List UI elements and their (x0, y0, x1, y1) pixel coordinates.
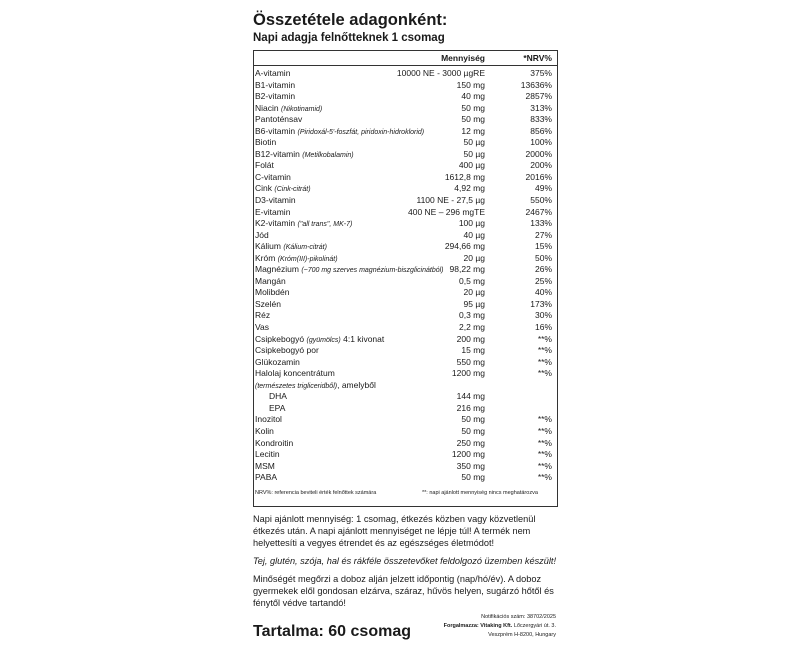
nutrient-nrv: 200% (530, 160, 552, 171)
nutrient-nrv: **% (537, 368, 552, 379)
notification-number: Notifikációs szám: 38702/2025 (481, 613, 556, 620)
page-title: Összetétele adagonként: (253, 11, 448, 29)
nutrient-amount: 50 mg (461, 472, 485, 483)
table-row (253, 299, 558, 311)
table-row (253, 241, 558, 253)
table-row (253, 380, 558, 392)
nutrition-table (253, 50, 558, 507)
nutrient-name: A-vitamin (255, 68, 291, 78)
nutrient-note: (Metilkobalamin) (302, 151, 354, 159)
footnote-nrv: NRV%: referencia beviteli érték felnőttek számára (255, 489, 377, 496)
nutrient-nrv: 16% (534, 322, 552, 333)
nutrient-amount: 350 mg (456, 460, 485, 471)
table-row (253, 137, 558, 149)
nutrient-name: Jód (255, 229, 269, 240)
nutrient-name: D3-vitamin (255, 195, 296, 206)
nutrient-nrv: 40% (534, 287, 552, 298)
nutrient-name: Kálium (Kálium-citrát) (255, 241, 327, 252)
nutrient-nrv: 2467% (525, 206, 552, 217)
nutrient-amount: 95 µg (463, 298, 485, 309)
nutrient-amount: 216 mg (456, 402, 485, 413)
nutrient-name: Kolin (255, 425, 274, 436)
nutrient-nrv: **% (537, 449, 552, 460)
table-row (253, 149, 558, 161)
footnote-undefined: **: napi ajánlott mennyiség nincs meghatározva (422, 489, 538, 496)
nutrient-nrv: 25% (534, 275, 552, 286)
nutrient-nrv: **% (537, 414, 552, 425)
nutrient-nrv: 550% (530, 195, 552, 206)
nutrient-amount: 250 mg (456, 437, 485, 448)
nutrient-name: Króm (Króm(III)-pikolinát) (255, 252, 338, 263)
table-row (253, 357, 558, 369)
nutrient-amount: 294,66 mg (444, 241, 485, 252)
distributor-city: Veszprém H-8200, Hungary (488, 631, 556, 638)
table-row (253, 264, 558, 276)
table-row (253, 183, 558, 195)
header-amount: Mennyiség (441, 53, 485, 63)
nutrient-amount: 200 mg (456, 333, 485, 344)
nutrient-name: Mangán (255, 275, 286, 286)
nutrient-nrv: 100% (530, 137, 552, 148)
nutrient-nrv: 49% (534, 183, 552, 194)
nutrient-amount: 12 mg (461, 125, 485, 136)
nutrient-amount: 550 mg (456, 356, 485, 367)
nutrient-amount: 400 µg (458, 160, 485, 171)
nutrient-note: (gyümölcs) (306, 336, 341, 344)
table-row (253, 172, 558, 184)
nutrient-name: Cink (Cink-citrát) (255, 183, 311, 194)
table-row (253, 218, 558, 230)
nutrient-nrv: **% (537, 472, 552, 483)
table-row (253, 472, 558, 484)
nutrient-nrv: 375% (530, 68, 552, 78)
table-row (253, 322, 558, 334)
nutrient-note: (~700 mg szerves magnézium-biszglicinátból) (301, 267, 444, 275)
nutrient-name: Biotin (255, 137, 277, 148)
table-row (253, 345, 558, 357)
nutrient-nrv: **% (537, 425, 552, 436)
nutrient-name: Pantoténsav (255, 114, 303, 125)
nutrient-amount: 20 µg (463, 287, 485, 298)
nutrient-name: DHA (269, 391, 287, 402)
nutrient-nrv: 2857% (525, 91, 552, 102)
nutrient-name: Csipkebogyó por (255, 345, 319, 356)
nutrient-name: B6-vitamin (Piridoxál-5'-foszfát, piridoxin-hidroklorid) (255, 125, 425, 136)
table-row (253, 91, 558, 103)
nutrient-nrv: 173% (530, 298, 552, 309)
table-row (253, 310, 558, 322)
nutrient-nrv: 50% (534, 252, 552, 263)
table-row (253, 461, 558, 473)
table-row (253, 195, 558, 207)
nutrient-amount: 50 µg (463, 148, 485, 159)
nutrient-nrv: 27% (534, 229, 552, 240)
table-row (253, 414, 558, 426)
nutrient-name: Molibdén (255, 287, 290, 298)
table-row (253, 126, 558, 138)
nutrient-note: (Kálium-citrát) (283, 244, 327, 252)
table-row (253, 334, 558, 346)
nutrient-nrv: 26% (534, 264, 552, 275)
nutrient-nrv: 13636% (520, 79, 552, 90)
label-document (253, 10, 558, 653)
table-row (253, 207, 558, 219)
nutrient-nrv: **% (537, 333, 552, 344)
nutrient-name: Halolaj koncentrátum (255, 368, 335, 379)
dosage-paragraph: Napi ajánlott mennyiség: 1 csomag, étkezés közben vagy közvetlenül étkezés után. A napi ajánlott mennyiséget ne lépje túl! A termék nem helyettesíti a vegyes étrendet és az egészséges életmódot! (253, 513, 536, 548)
nutrient-amount: 0,3 mg (459, 310, 485, 321)
nutrient-nrv: 2016% (525, 171, 552, 182)
table-footnotes (253, 490, 558, 502)
nutrient-amount: 2,2 mg (459, 322, 485, 333)
storage-paragraph: Minőségét megőrzi a doboz alján jelzett időpontig (nap/hó/év). A doboz gyermekek elől gondosan elzárva, száraz, hűvös helyen, sugárzó hőtől és fénytől védve tartandó! (253, 573, 554, 608)
nutrient-name: Vas (255, 322, 270, 333)
nutrient-note: (Piridoxál-5'-foszfát, piridoxin-hidroklorid) (297, 128, 425, 136)
nutrient-name: Kondroitin (255, 437, 294, 448)
distributor-name: Vitaking Kft. (480, 622, 513, 629)
nutrient-amount: 40 µg (463, 229, 485, 240)
serving-subtitle: Napi adagja felnőtteknek 1 csomag (253, 32, 445, 44)
table-row (253, 403, 558, 415)
table-header (253, 51, 558, 66)
nutrient-name: B2-vitamin (255, 91, 296, 102)
nutrient-amount: 50 mg (461, 425, 485, 436)
nutrient-name: Csipkebogyó (gyümölcs) 4:1 kivonat (255, 333, 385, 344)
nutrient-name: Glükozamin (255, 356, 300, 367)
nutrient-nrv: **% (537, 345, 552, 356)
nutrient-amount: 4,92 mg (454, 183, 485, 194)
bottom-section (253, 613, 558, 653)
nutrient-amount: 400 NE – 296 mgTE (407, 206, 485, 217)
nutrient-note: (Cink-citrát) (274, 186, 311, 194)
table-row (253, 103, 558, 115)
nutrient-nrv: 30% (534, 310, 552, 321)
nutrient-amount: 1200 mg (451, 449, 485, 460)
distributor-label: Forgalmazza: (443, 622, 479, 629)
nutrient-nrv: **% (537, 437, 552, 448)
header-nrv: *NRV% (523, 53, 552, 63)
table-row (253, 368, 558, 380)
allergen-paragraph: Tej, glutén, szója, hal és rákféle összetevőket feldolgozó üzemben készült! (253, 555, 557, 566)
table-row (253, 449, 558, 461)
table-row (253, 114, 558, 126)
nutrient-amount: 98,22 mg (449, 264, 485, 275)
nutrient-note: (Nikotinamid) (281, 105, 323, 113)
nutrient-name: Lecitin (255, 449, 280, 460)
nutrient-name: C-vitamin (255, 171, 291, 182)
nutrient-amount: 40 mg (461, 91, 485, 102)
table-row (253, 80, 558, 92)
nutrient-nrv: 15% (534, 241, 552, 252)
nutrient-name: Niacin (Nikotinamid) (255, 102, 323, 113)
nutrient-name: Inozitol (255, 414, 282, 425)
nutrient-name: B1-vitamin (255, 79, 296, 90)
nutrient-note: (természetes trigliceridből) (255, 382, 338, 390)
nutrient-nrv: 856% (530, 125, 552, 136)
nutrient-note: ("all trans", MK-7) (297, 221, 353, 229)
nutrient-name: K2-vitamin ("all trans", MK-7) (255, 218, 353, 229)
nutrient-name: Magnézium (~700 mg szerves magnézium-biszglicinátból) (255, 264, 444, 275)
nutrient-amount: 144 mg (456, 391, 485, 402)
nutrient-amount: 50 mg (461, 414, 485, 425)
nutrient-amount: 0,5 mg (459, 275, 485, 286)
nutrient-name: Réz (255, 310, 271, 321)
table-row (253, 438, 558, 450)
nutrient-name: Szelén (255, 298, 281, 309)
nutrient-nrv: 2000% (525, 148, 552, 159)
table-row (253, 391, 558, 403)
nutrient-name: MSM (255, 460, 275, 471)
nutrient-name: PABA (255, 472, 278, 483)
nutrient-name: EPA (269, 402, 286, 413)
nutrient-amount: 50 µg (463, 137, 485, 148)
nutrient-name: Folát (255, 160, 274, 171)
table-row (253, 276, 558, 288)
nutrient-nrv: 833% (530, 114, 552, 125)
distributor-line (444, 622, 556, 631)
nutrient-amount: 150 mg (456, 79, 485, 90)
nutrient-amount: 20 µg (463, 252, 485, 263)
distributor-address: Lőczergyári út. 3. (513, 622, 556, 629)
table-row (253, 287, 558, 299)
distributor-info (444, 613, 556, 640)
nutrient-amount: 1612,8 mg (444, 171, 485, 182)
table-row (253, 230, 558, 242)
nutrient-amount: 15 mg (461, 345, 485, 356)
nutrient-nrv: **% (537, 356, 552, 367)
nutrient-nrv: 313% (530, 102, 552, 113)
package-content: Tartalma: 60 csomag (253, 622, 411, 640)
table-row (253, 160, 558, 172)
nutrient-name: B12-vitamin (Metilkobalamin) (255, 148, 354, 159)
nutrient-name: E-vitamin (255, 206, 291, 217)
table-body (253, 68, 558, 484)
nutrient-amount: 10000 NE - 3000 µgRE (396, 68, 485, 78)
nutrient-amount: 1100 NE - 27,5 µg (416, 195, 485, 206)
table-row (253, 253, 558, 265)
nutrient-nrv: 133% (530, 218, 552, 229)
nutrient-note: (Króm(III)-pikolinát) (277, 255, 338, 263)
nutrient-amount: 50 mg (461, 114, 485, 125)
table-row (253, 68, 558, 80)
table-row (253, 426, 558, 438)
nutrient-amount: 1200 mg (451, 368, 485, 379)
nutrient-amount: 50 mg (461, 102, 485, 113)
nutrient-name: (természetes trigliceridből), amelyből (255, 379, 376, 390)
nutrient-amount: 100 µg (458, 218, 485, 229)
nutrient-nrv: **% (537, 460, 552, 471)
